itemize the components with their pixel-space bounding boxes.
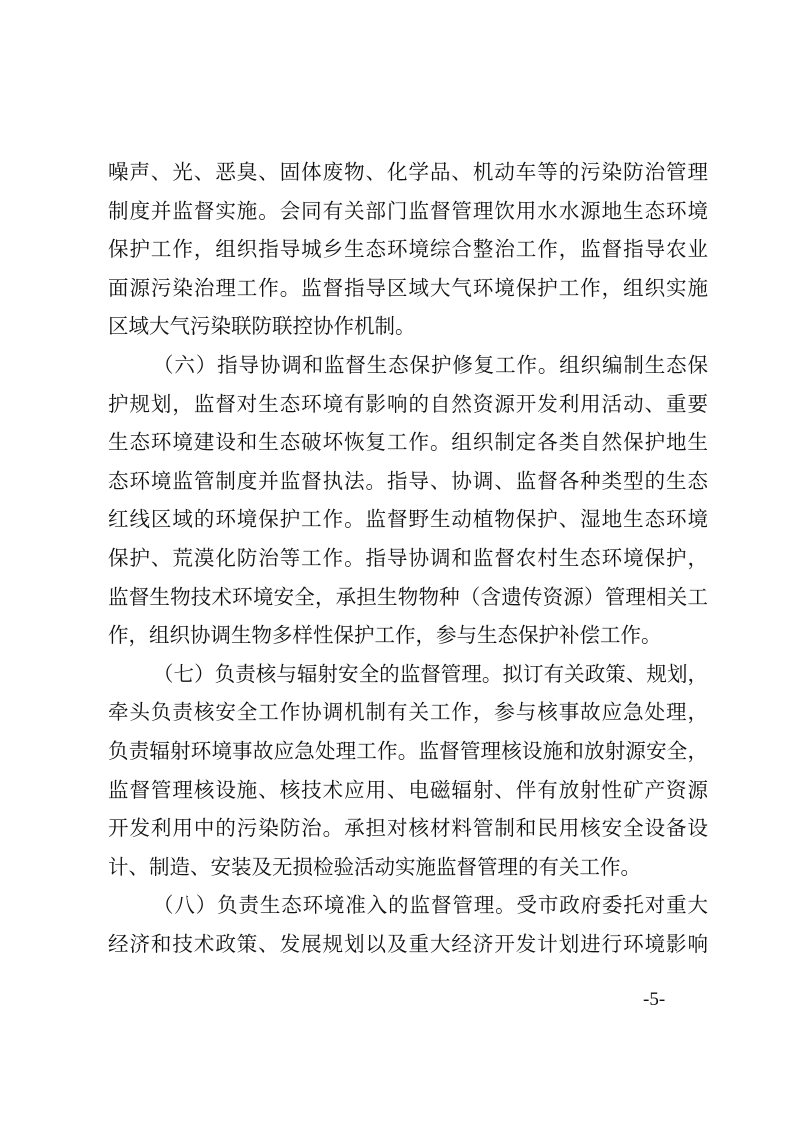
text-line: 生态环境建设和生态破坏恢复工作。组织制定各类自然保护地生 [108,430,708,455]
text-line: 护规划，监督对生态环境有影响的自然资源开发利用活动、重要 [108,391,708,416]
text-line: 计、制造、安装及无损检验活动实施监督管理的有关工作。 [108,854,641,879]
text-line: 态环境监管制度并监督执法。指导、协调、监督各种类型的生态 [108,468,708,493]
text-line: 负责辐射环境事故应急处理工作。监督管理核设施和放射源安全， [108,738,708,763]
paragraph-continued [108,153,708,346]
text-line: 经济和技术政策、发展规划以及重大经济开发计划进行环境影响 [108,931,708,956]
text-line: 面源污染治理工作。监督指导区域大气环境保护工作，组织实施 [108,275,708,300]
text-line: 区域大气污染联防联控协作机制。 [108,314,416,339]
paragraph-section-6 [108,346,708,655]
text-line: （八）负责生态环境准入的监督管理。受市政府委托对重大 [153,893,708,918]
text-line: （六）指导协调和监督生态保护修复工作。组织编制生态保 [153,352,708,377]
text-line: 监督管理核设施、核技术应用、电磁辐射、伴有放射性矿产资源 [108,777,708,802]
paragraph-section-8 [108,886,708,963]
text-line: 牵头负责核安全工作协调机制有关工作，参与核事故应急处理， [108,700,708,725]
text-line: 保护、荒漠化防治等工作。指导协调和监督农村生态环境保护， [108,545,708,570]
paragraph-section-7 [108,655,708,887]
page-number: -5- [643,989,666,1010]
text-line: 监督生物技术环境安全，承担生物物种（含遗传资源）管理相关工 [108,584,708,609]
text-line: 作，组织协调生物多样性保护工作，参与生态保护补偿工作。 [108,623,662,648]
text-line: 噪声、光、恶臭、固体废物、化学品、机动车等的污染防治管理 [108,160,708,184]
text-line: （七）负责核与辐射安全的监督管理。拟订有关政策、规划， [153,661,708,686]
text-line: 保护工作，组织指导城乡生态环境综合整治工作，监督指导农业 [108,237,708,262]
text-line: 制度并监督实施。会同有关部门监督管理饮用水水源地生态环境 [108,198,708,223]
text-line: 红线区域的环境保护工作。监督野生动植物保护、湿地生态环境 [108,507,708,532]
document-body [108,153,708,963]
text-line: 开发利用中的污染防治。承担对核材料管制和民用核安全设备设 [108,816,708,841]
